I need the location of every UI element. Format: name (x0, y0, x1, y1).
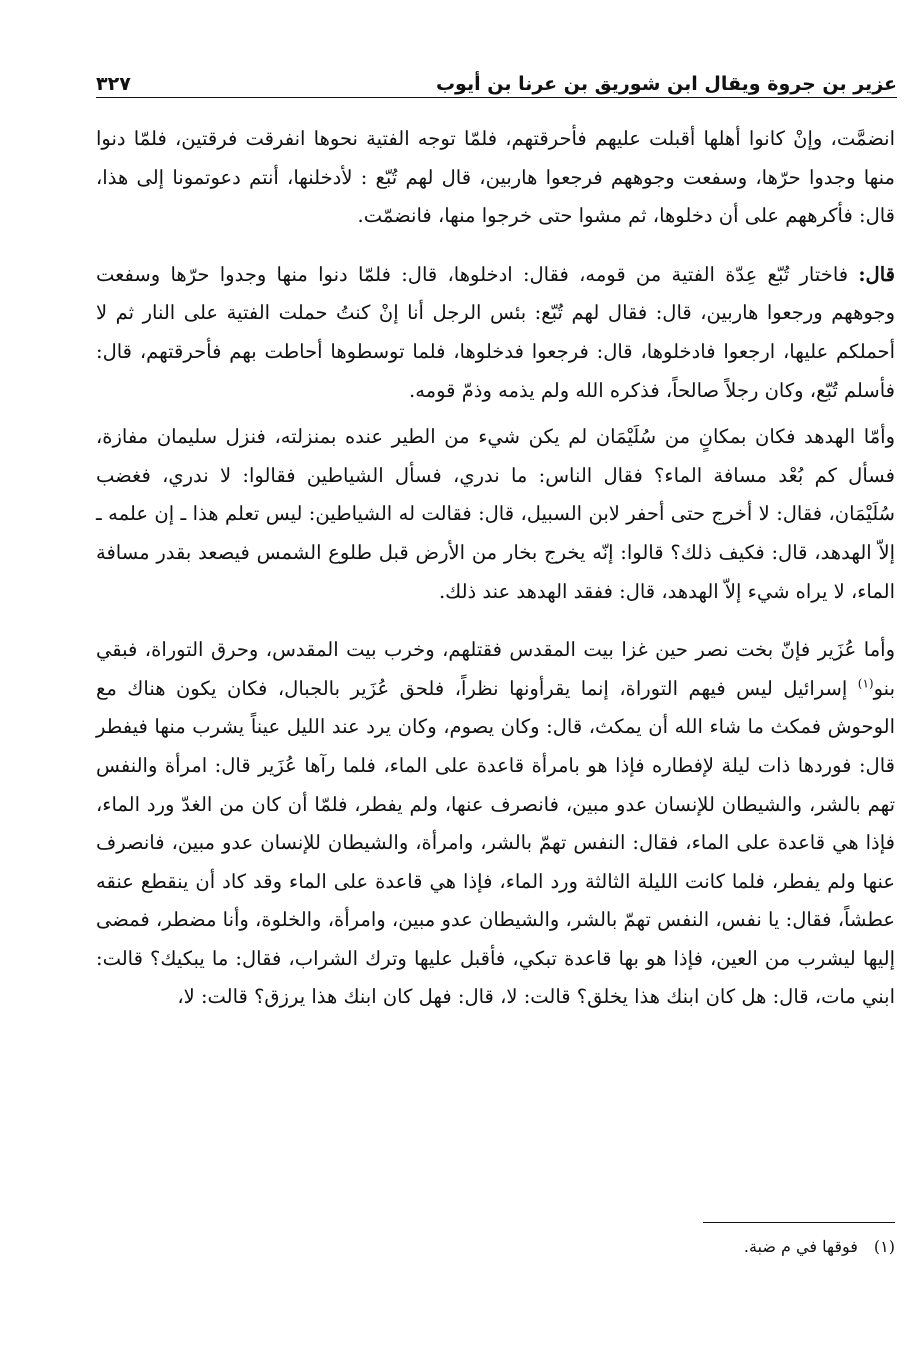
page-number: ٣٢٧ (96, 73, 131, 95)
footnote-marker: (١) (857, 676, 874, 691)
main-text (96, 120, 895, 1017)
paragraph-2-text: فاختار تُبّع عِدّة الفتية من قومه، فقال: ادخلوها، قال: فلمّا دنوا منها وجدوا حرّها وسفعت وجوههم ورجعوا هاربين، قال: فقال لهم تُبّع: بئس الرجل أنا إنْ كنتُ حملت الفتية على النار ثم لا أحملكم عليها، ارجعوا فادخلوها، قال: فرجعوا فدخلوها، فلما توسطوها أحاطت بهم فأحرقتهم، قال: فأسلم تُبّع، وكان رجلاً صالحاً، فذكره الله ولم يذمه وذمّ قومه. (96, 262, 895, 402)
paragraph-4 (96, 631, 895, 1017)
paragraph-1: انضمَّت، وإنْ كانوا أهلها أقبلت عليهم فأحرقتهم، فلمّا توجه الفتية نحوها انفرقت فرقتين، فلمّا دنوا منها وجدوا حرّها، وسفعت وجوههم فرجعوا هاربين، قال لهم تُبّع : لأدخلنها، أنتم دعوتمونا إلى هذا، قال: فأكرههم على أن دخلوها، ثم مشوا حتى خرجوا منها، فانضمّت. (96, 127, 895, 228)
paragraph-4-text-b: إسرائيل ليس فيهم التوراة، إنما يقرأونها نظراً، فلحق عُزَير بالجبال، فكان يكون هناك مع الوحوش فمكث ما شاء الله أن يمكث، قال: وكان يصوم، وكان يرد عند الليل عيناً يشرب منها فيفطر قال: فوردها ذات ليلة لإفطاره فإذا هو بامرأة قاعدة على الماء، فلما رآها عُزَير قال: امرأة والنفس تهم بالشر، والشيطان للإنسان عدو مبين، فانصرف عنها، ولم يفطر، فلمّا أن كان من الغدّ ورد الماء، فإذا هي قاعدة على الماء، فقال: النفس تهمّ بالشر، وامرأة، والشيطان للإنسان عدو مبين، فانصرف عنها ولم يفطر، فلما كانت الليلة الثالثة ورد الماء، فإذا هي قاعدة على الماء وقد كاد أن ينقطع عنقه عطشاً، فقال: يا نفس، النفس تهمّ بالشر، والشيطان عدو مبين، وامرأة، والخلوة، وأنا مضطر، فمضى إليها ليشرب من العين، فإذا هو بها قاعدة تبكي، فأقبل عليها وترك الشراب، فقال: ما يبكيك؟ قالت: ابني مات، قال: هل كان ابنك هذا يخلق؟ قالت: لا، قال: فهل كان ابنك هذا يرزق؟ قالت: لا، (96, 676, 895, 1009)
paragraph-2-lead: قال: (858, 262, 895, 286)
running-title: عزير بن جروة ويقال ابن شوريق بن عرنا بن أيوب (435, 73, 897, 95)
paragraph-3: وأمّا الهدهد فكان بمكانٍ من سُلَيْمَان لم يكن شيء من الطير عنده بمنزلته، فنزل سليمان مفازة، فسأل كم بُعْد مسافة الماء؟ فقال الناس: ما ندري، فسأل الشياطين فقالوا: لا ندري، فغضب سُلَيْمَان، فقال: لا أخرج حتى أحفر لابن السبيل، قال: فقالت له الشياطين: ليس تعلم هذا ـ إن علمه ـ إلاّ الهدهد، قال: فكيف ذلك؟ قالوا: إنّه يخرج بخار من الأرض قبل طلوع الشمس فيصعد بقدر مسافة الماء، لا يراه شيء إلاّ الهدهد، قال: ففقد الهدهد عند ذلك. (96, 425, 895, 603)
footnote-text: فوقها في م ضبة. (743, 1237, 858, 1256)
header-rule (96, 97, 897, 98)
running-head (96, 58, 897, 94)
footnote-rule (703, 1222, 895, 1223)
footnote-number: (١) (873, 1237, 895, 1256)
paragraph-2 (96, 256, 895, 410)
footnote (400, 1234, 895, 1260)
paragraph-4-text-a: وأما عُزَير فإنّ بخت نصر حين غزا بيت المقدس فقتلهم، وخرب بيت المقدس، وحرق التوراة، فبقي بنو (96, 638, 895, 700)
